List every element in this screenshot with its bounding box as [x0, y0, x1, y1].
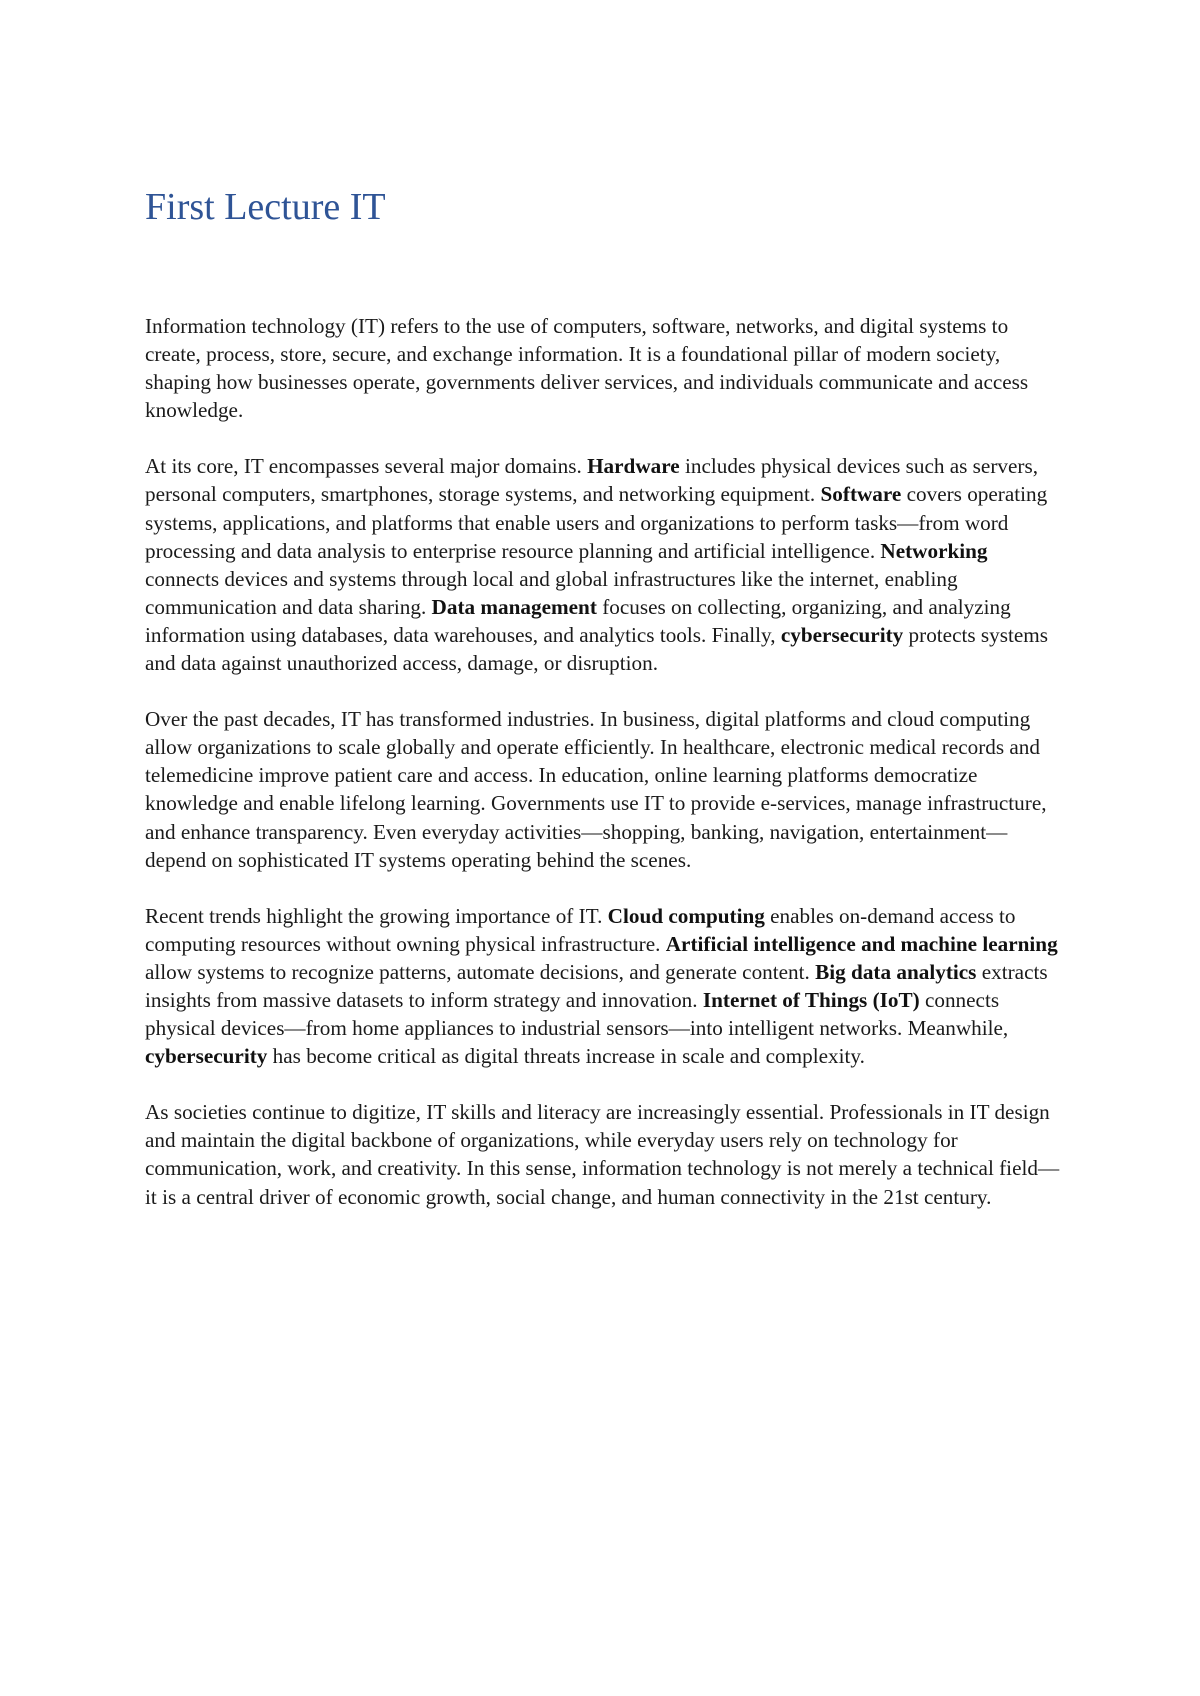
text-run: extracts insights from massive datasets to inform strategy and innovation.	[145, 959, 1048, 1012]
text-run: has become critical as digital threats increase in scale and complexity.	[267, 1044, 865, 1069]
paragraph	[145, 1098, 1065, 1210]
text-run: includes physical devices such as servers, personal computers, smartphones, storage systems, and networking equipment.	[145, 454, 1038, 507]
text-run: focuses on collecting, organizing, and analyzing information using databases, data warehouses, and analytics tools. Finally,	[145, 594, 1011, 647]
text-run: connects physical devices—from home appliances to industrial sensors—into intelligent networks. Meanwhile,	[145, 987, 1009, 1041]
text-run: As societies continue to digitize, IT skills and literacy are increasingly essential. Professionals in IT design and maintain the digital backbone of organizations, while everyday users rely on technology for communication, work, and creativity. In this sense, information technology is not merely a technical field—it is a central driver of economic growth, social change, and human connectivity in the 21st century.	[145, 1100, 1060, 1209]
bold-term: cybersecurity	[780, 622, 904, 647]
text-run: At its core, IT encompasses several major domains.	[145, 454, 588, 479]
document-title: First Lecture IT	[145, 186, 386, 228]
bold-term: Cloud computing	[607, 903, 765, 928]
document-body	[145, 312, 1065, 1239]
paragraph	[145, 705, 1065, 874]
text-run: Over the past decades, IT has transformed industries. In business, digital platforms and cloud computing allow organizations to scale globally and operate efficiently. In healthcare, electronic medical records and telemedicine improve patient care and access. In education, online learning platforms democratize knowledge and enable lifelong learning. Governments use IT to provide e-services, manage infrastructure, and enhance transparency. Even everyday activities—shopping, banking, navigation, entertainment—depend on sophisticated IT systems operating behind the scenes.	[145, 707, 1047, 872]
text-run: Information technology (IT) refers to the use of computers, software, networks, and digital systems to create, process, store, secure, and exchange information. It is a foundational pillar of modern society, shaping how businesses operate, governments deliver services, and individuals communicate and access knowledge.	[145, 314, 1029, 423]
bold-term: Data management	[431, 594, 597, 619]
bold-term: cybersecurity	[145, 1044, 268, 1069]
text-run: allow systems to recognize patterns, automate decisions, and generate content.	[145, 959, 816, 984]
paragraph	[145, 312, 1065, 424]
bold-term: Hardware	[587, 454, 680, 479]
text-run: protects systems and data against unauthorized access, damage, or disruption.	[145, 622, 1049, 676]
bold-term: Networking	[880, 538, 988, 563]
text-run: connects devices and systems through local and global infrastructures like the internet, enabling communication and data sharing.	[145, 566, 958, 619]
paragraph	[145, 452, 1065, 677]
bold-term: Big data analytics	[815, 959, 977, 984]
text-run: Recent trends highlight the growing importance of IT.	[145, 903, 608, 928]
bold-term: Internet of Things (IoT)	[702, 987, 920, 1012]
text-run: enables on-demand access to computing resources without owning physical infrastructure.	[145, 903, 1016, 956]
bold-term: Software	[820, 482, 902, 507]
text-run: covers operating systems, applications, and platforms that enable users and organizations to perform tasks—from word processing and data analysis to enterprise resource planning and artificial intelligence.	[145, 482, 1048, 563]
paragraph	[145, 902, 1065, 1071]
bold-term: Artificial intelligence and machine learning	[665, 931, 1058, 956]
